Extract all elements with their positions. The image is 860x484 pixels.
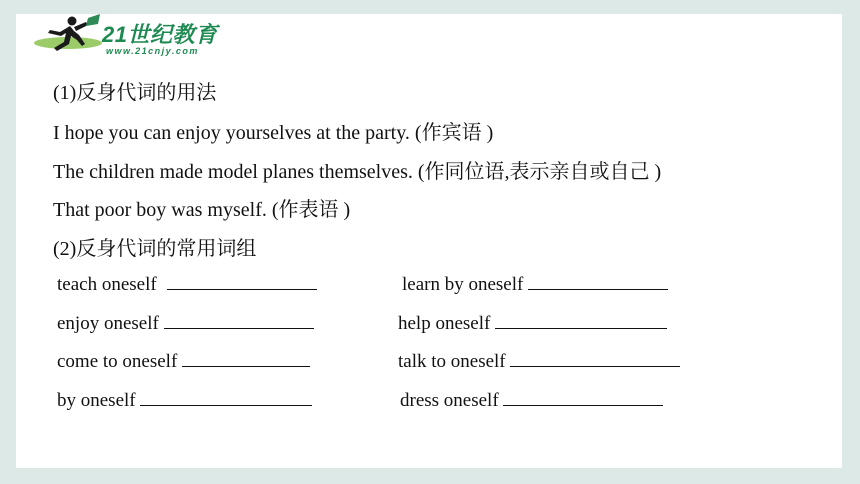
phrase-text: teach oneself — [57, 274, 157, 295]
phrase-text: enjoy oneself — [57, 313, 159, 334]
phrase-text: come to oneself — [57, 351, 178, 372]
phrase-text: talk to oneself — [398, 351, 506, 372]
answer-blank[interactable] — [164, 310, 314, 329]
answer-blank[interactable] — [510, 348, 680, 367]
answer-blank[interactable] — [140, 387, 312, 406]
phrase-item — [57, 387, 312, 412]
phrase-item — [400, 387, 663, 412]
answer-blank[interactable] — [503, 387, 663, 406]
answer-blank[interactable] — [528, 271, 668, 290]
logo-text: 21世纪教育 — [102, 22, 218, 47]
phrase-text: by oneself — [57, 390, 136, 411]
answer-blank[interactable] — [167, 271, 317, 290]
phrase-text: dress oneself — [400, 390, 499, 411]
site-logo — [30, 12, 265, 56]
phrase-item — [57, 348, 310, 373]
phrase-item — [398, 310, 667, 335]
phrase-item — [402, 271, 668, 296]
section-heading-phrases: (2)反身代词的常用词组 — [53, 238, 257, 260]
example-sentence-predicative: That poor boy was myself. (作表语 ) — [53, 199, 351, 221]
example-sentence-object: I hope you can enjoy yourselves at the party. (作宾语 ) — [53, 122, 494, 144]
runner-icon — [30, 14, 102, 54]
answer-blank[interactable] — [182, 348, 310, 367]
answer-blank[interactable] — [495, 310, 667, 329]
phrase-item — [57, 310, 314, 335]
logo-url: www.21cnjy.com — [106, 46, 199, 56]
phrase-text: help oneself — [398, 313, 491, 334]
example-sentence-appositive: The children made model planes themselves. (作同位语,表示亲自或自己 ) — [53, 161, 662, 183]
section-heading-usage: (1)反身代词的用法 — [53, 82, 217, 104]
phrase-item — [57, 271, 317, 296]
phrase-text: learn by oneself — [402, 274, 524, 295]
phrase-item — [398, 348, 680, 373]
